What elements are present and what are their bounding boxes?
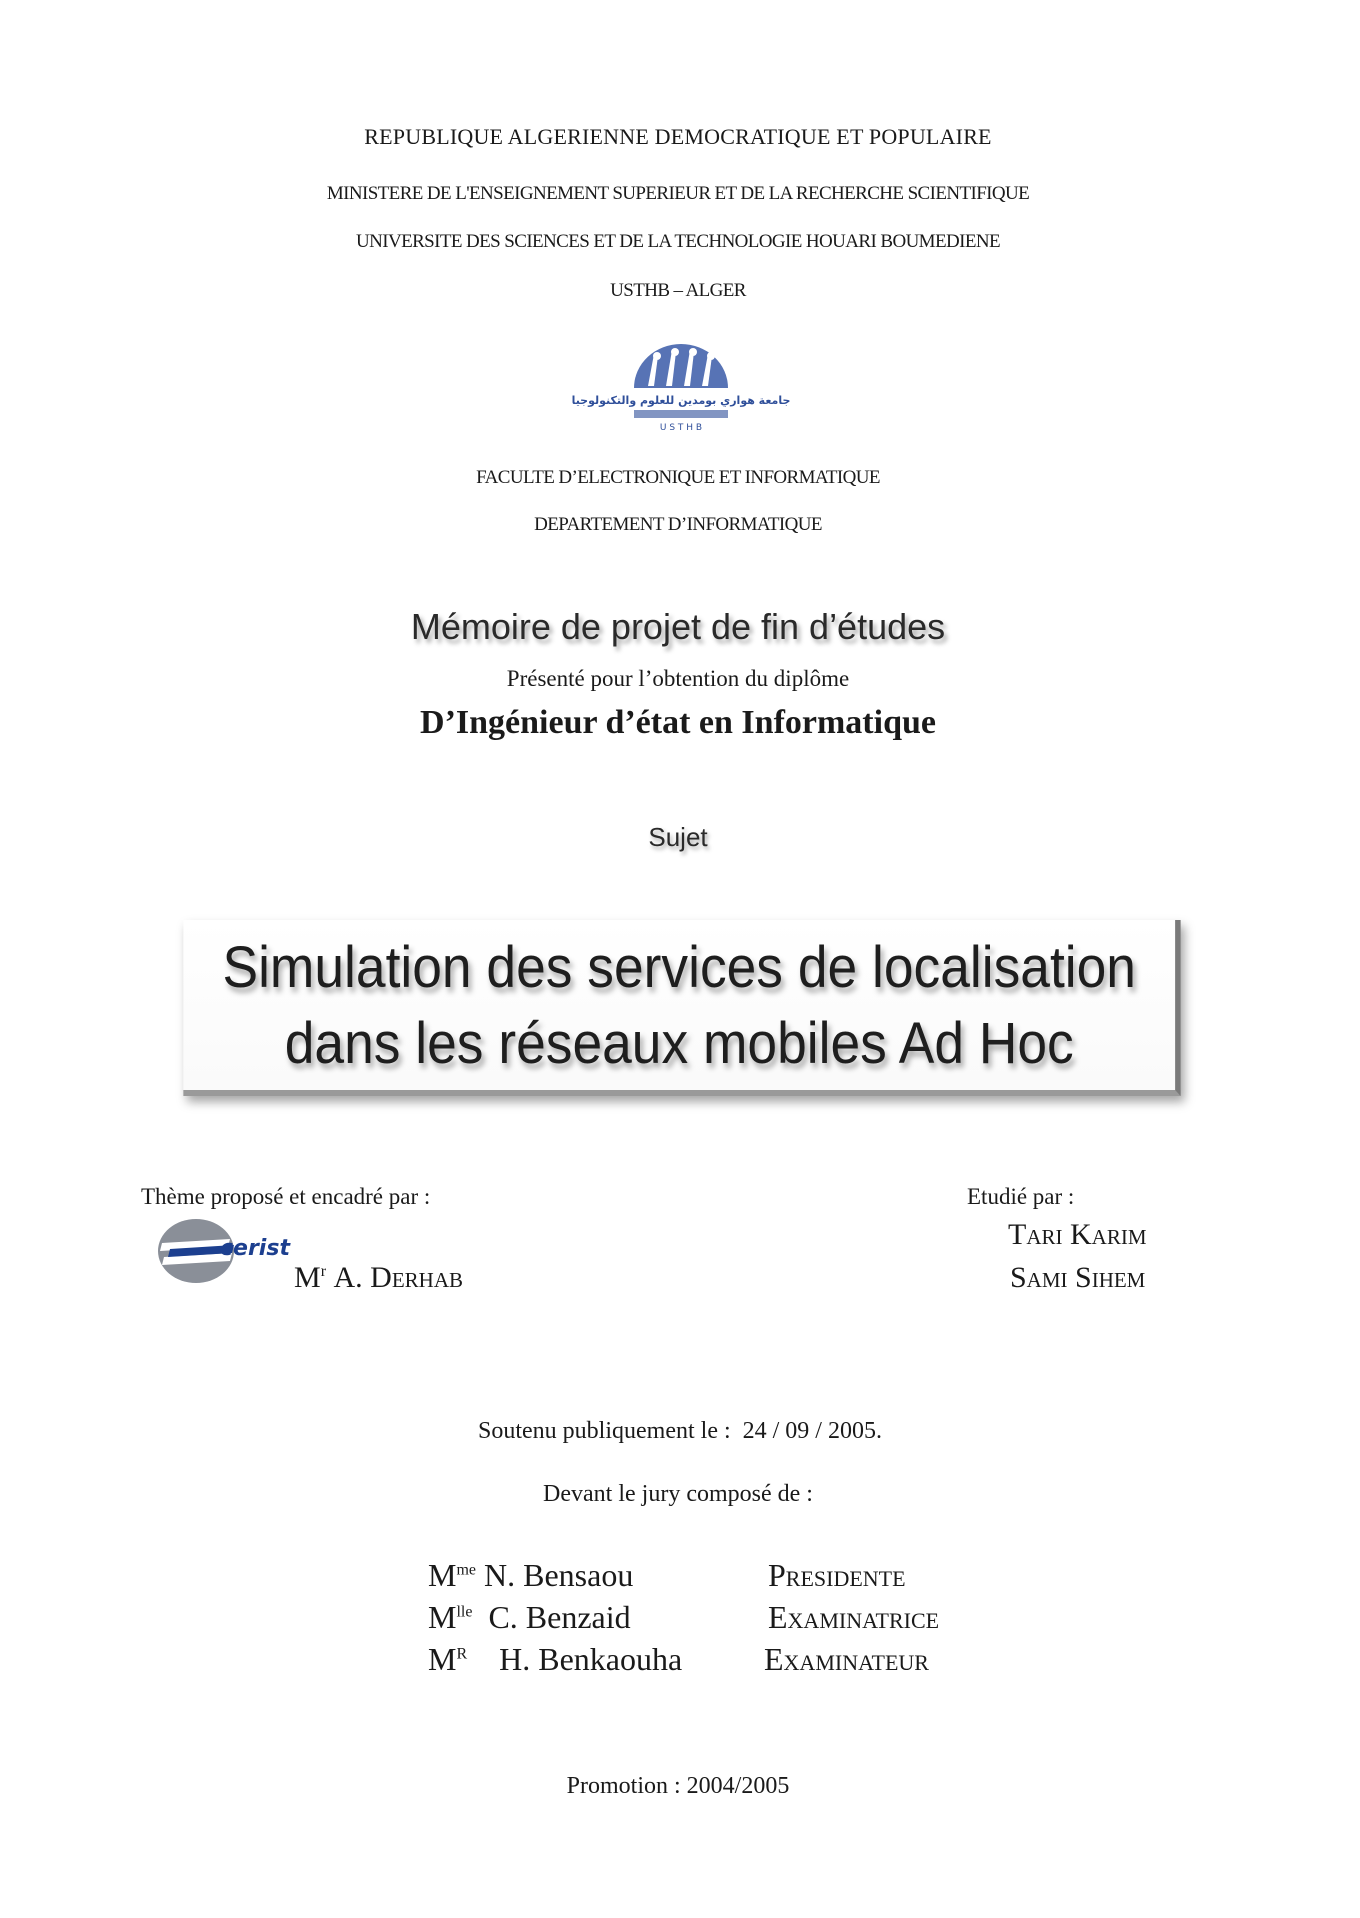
- ministry-heading: MINISTERE DE L'ENSEIGNEMENT SUPERIEUR ET DE LA RECHERCHE SCIENTIFIQUE: [326, 183, 1030, 204]
- jury-role: Examinateur: [764, 1641, 929, 1677]
- thesis-title-box: [183, 920, 1180, 1096]
- republic-heading: REPUBLIQUE ALGERIENNE DEMOCRATIQUE ET POPULAIRE: [364, 124, 992, 149]
- logo-latin-text: U S T H B: [659, 423, 703, 433]
- students-label: Etudié par :: [967, 1184, 1075, 1209]
- jury-name: N. Bensaou: [484, 1557, 634, 1593]
- jury-title: M: [428, 1599, 457, 1635]
- student-name-1: Tari Karim: [1008, 1218, 1147, 1251]
- department-heading: DEPARTEMENT D’INFORMATIQUE: [534, 514, 822, 535]
- usthb-logo: [571, 336, 791, 436]
- jury-member: [428, 1596, 1128, 1638]
- diploma-title: D’Ingénieur d’état en Informatique: [420, 704, 936, 741]
- jury-title-sup: R: [456, 1645, 468, 1663]
- jury-member: [428, 1638, 1128, 1680]
- supervisor-name-text: A. Derhab: [333, 1261, 464, 1294]
- jury-title-sup: lle: [456, 1603, 473, 1621]
- jury-name: H. Benkaouha: [499, 1641, 683, 1677]
- thesis-title-line-2: dans les réseaux mobiles Ad Hoc: [284, 1011, 1074, 1076]
- cerist-logo-text: cerist: [220, 1236, 290, 1261]
- promotion-line: Promotion : 2004/2005: [566, 1773, 790, 1799]
- jury-title: M: [428, 1557, 457, 1593]
- defense-date: 24 / 09 / 2005.: [742, 1418, 882, 1444]
- jury-name: C. Benzaid: [488, 1599, 631, 1635]
- jury-role: Presidente: [768, 1557, 906, 1593]
- student-name-2: Sami Sihem: [1010, 1261, 1146, 1294]
- cerist-logo: [150, 1215, 292, 1287]
- supervisor-prefix-sup: r: [320, 1263, 327, 1280]
- supervisor-name: [294, 1261, 463, 1295]
- jury-list: [428, 1554, 1128, 1680]
- jury-label: Devant le jury composé de :: [543, 1481, 813, 1507]
- jury-role: Examinatrice: [768, 1599, 940, 1635]
- university-heading: UNIVERSITE DES SCIENCES ET DE LA TECHNOLOGIE HOUARI BOUMEDIENE: [356, 231, 1000, 252]
- jury-title-sup: me: [456, 1561, 476, 1579]
- memoire-heading: Mémoire de projet de fin d’études: [410, 606, 946, 647]
- subject-label: Sujet: [648, 822, 708, 852]
- presente-text: Présenté pour l’obtention du diplôme: [506, 666, 850, 691]
- faculty-heading: FACULTE D’ELECTRONIQUE ET INFORMATIQUE: [476, 467, 880, 488]
- thesis-title-line-1: Simulation des services de localisation: [222, 935, 1136, 1000]
- defense-label: Soutenu publiquement le :: [478, 1418, 731, 1444]
- supervisor-label: Thème proposé et encadré par :: [141, 1184, 431, 1209]
- logo-arabic-text: جامعة هواري بومدين للعلوم والتكنولوجيا: [571, 394, 791, 407]
- jury-title: M: [428, 1641, 457, 1677]
- defense-date-line: [0, 1418, 1360, 1445]
- jury-member: [428, 1554, 1128, 1596]
- supervisor-prefix: M: [294, 1261, 321, 1294]
- university-short-heading: USTHB – ALGER: [610, 280, 746, 301]
